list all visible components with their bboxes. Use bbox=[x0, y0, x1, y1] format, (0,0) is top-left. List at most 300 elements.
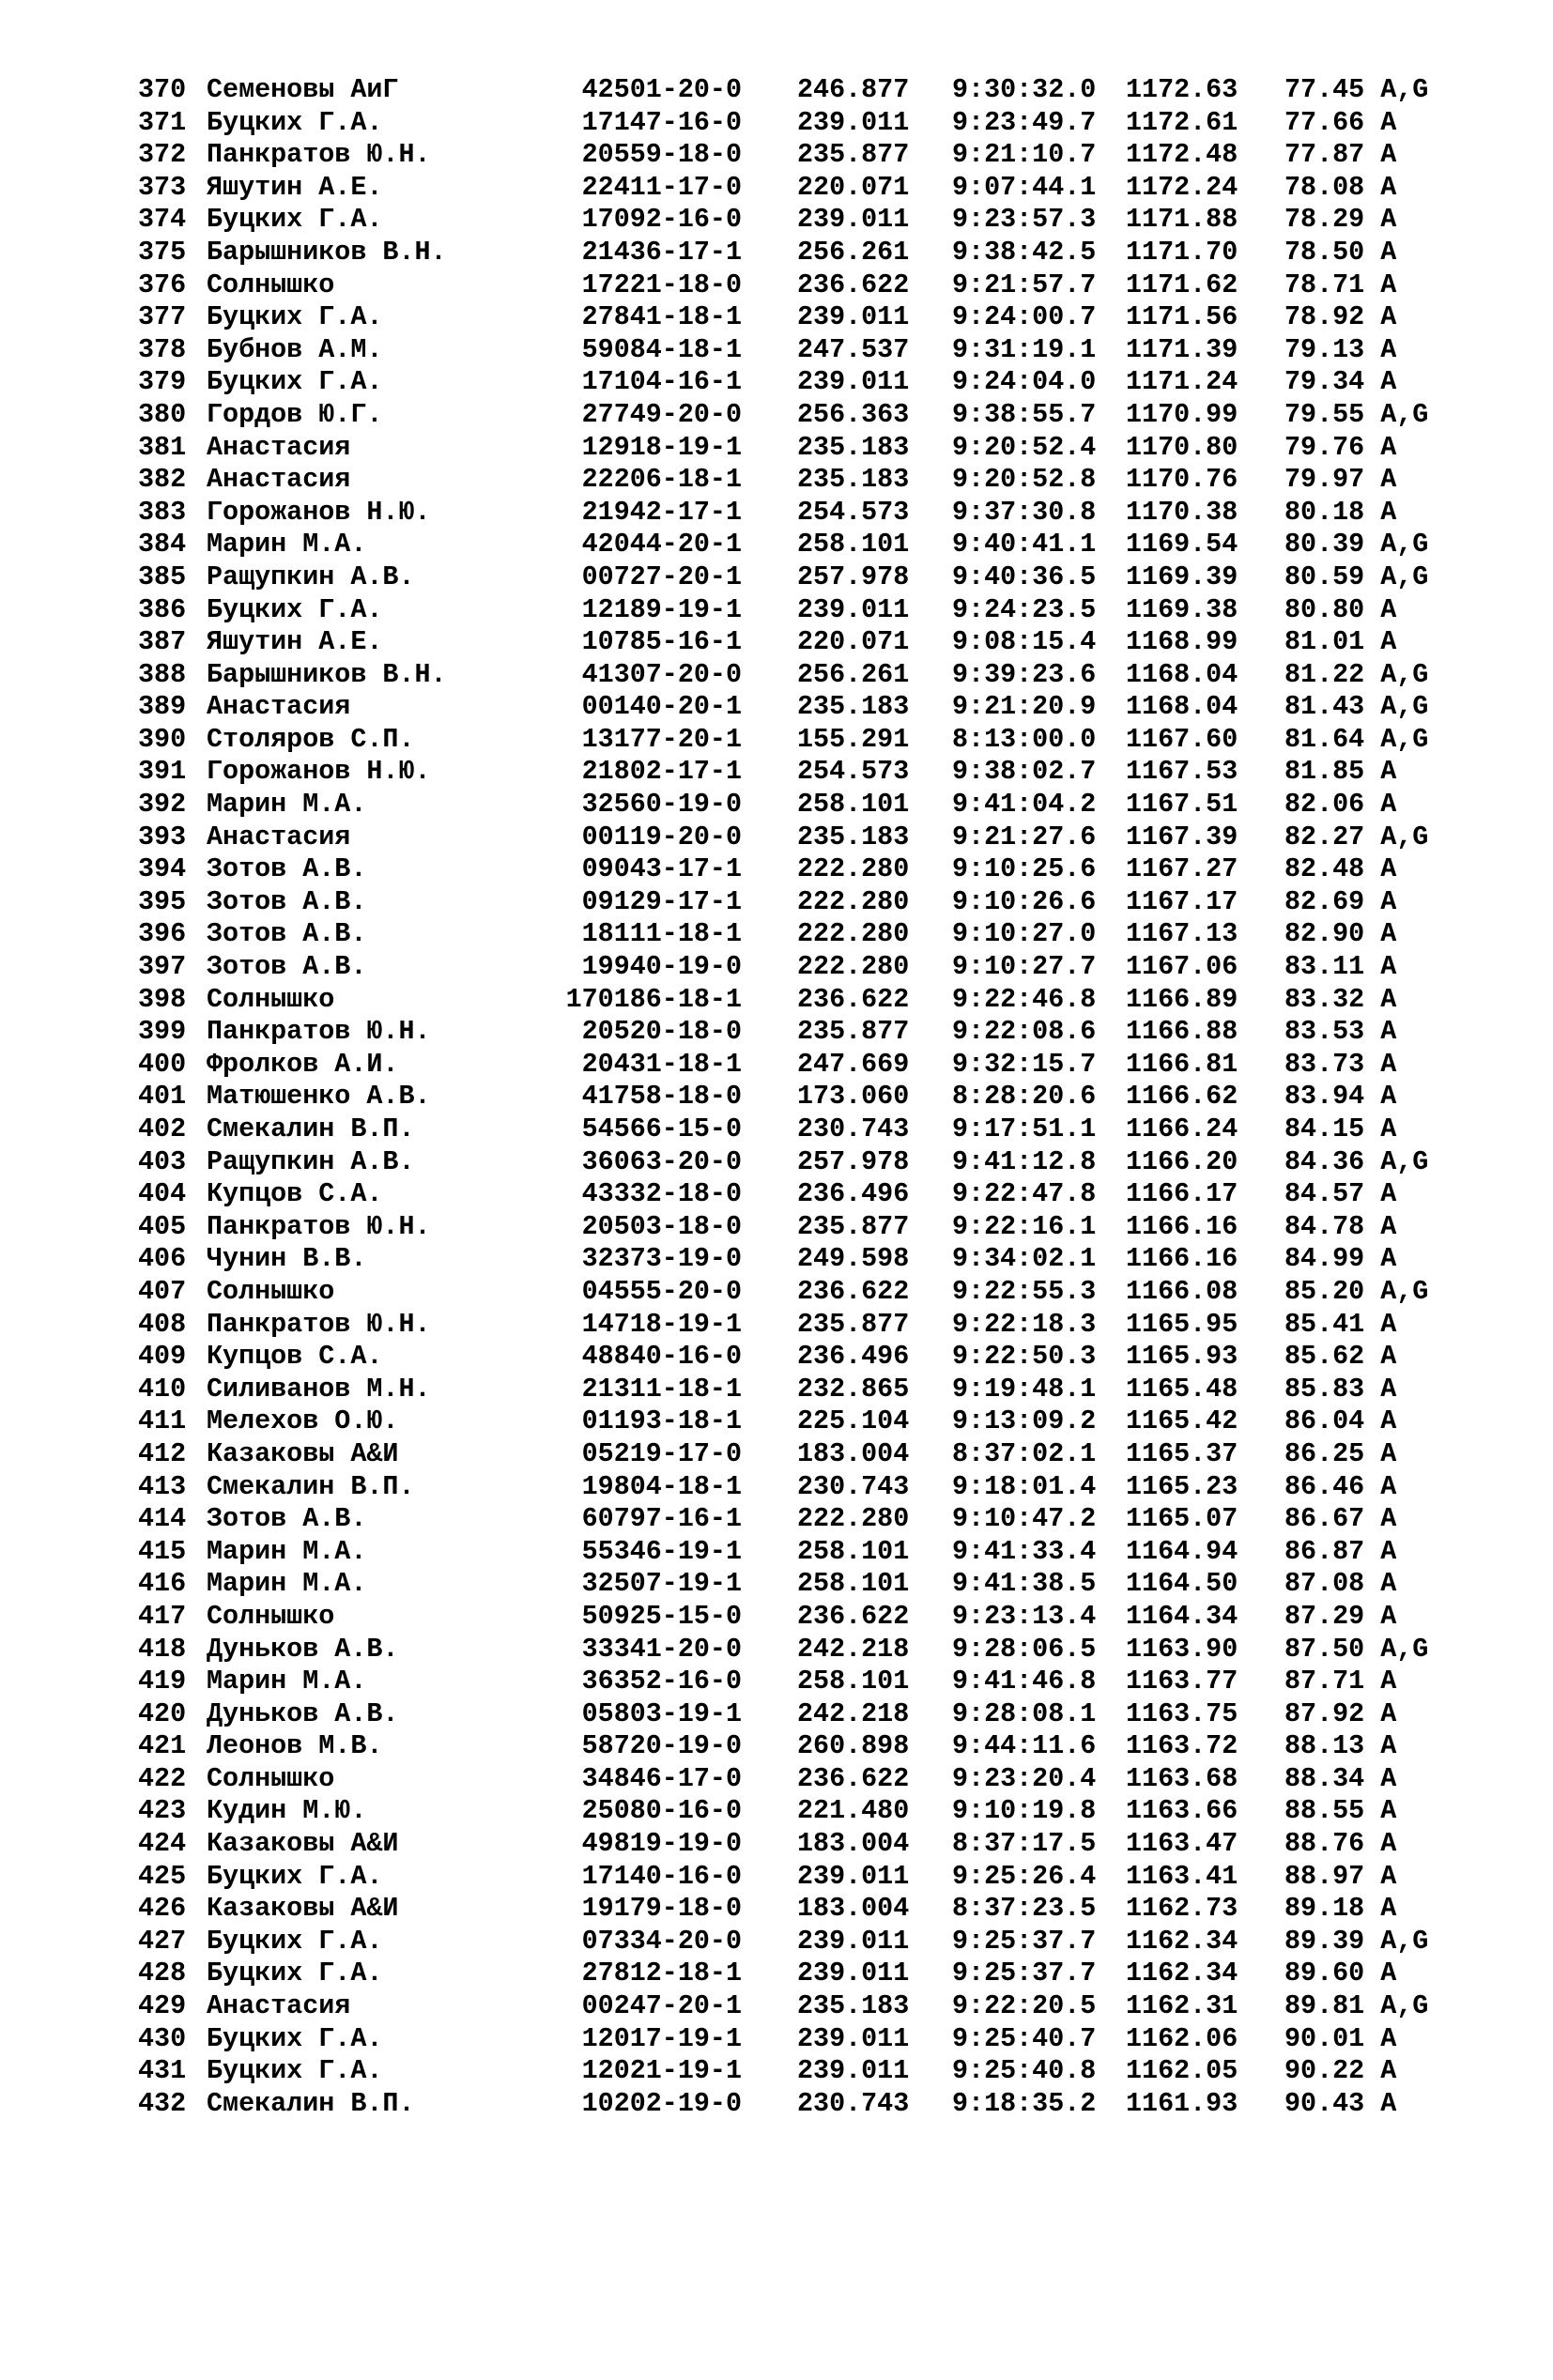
table-row bbox=[0, 1601, 1553, 1634]
fancier-name-cell: Мелехов О.Ю. bbox=[207, 1405, 399, 1437]
speed-cell: 1164.34 bbox=[1126, 1600, 1238, 1632]
place-cell: 372 bbox=[138, 139, 187, 171]
distance-cell: 230.743 bbox=[797, 2087, 910, 2119]
table-row bbox=[0, 1536, 1553, 1569]
distance-cell: 254.573 bbox=[797, 496, 910, 528]
place-cell: 375 bbox=[138, 236, 187, 268]
distance-cell: 242.218 bbox=[797, 1697, 910, 1729]
arrival-time-cell: 8:37:17.5 bbox=[952, 1828, 1097, 1860]
arrival-time-cell: 9:10:47.2 bbox=[952, 1503, 1097, 1535]
score-cell: 84.36 A,G bbox=[1284, 1145, 1429, 1177]
score-cell: 88.55 A bbox=[1284, 1795, 1397, 1827]
arrival-time-cell: 9:21:27.6 bbox=[952, 821, 1097, 852]
speed-cell: 1165.95 bbox=[1126, 1308, 1238, 1340]
place-cell: 409 bbox=[138, 1341, 187, 1373]
distance-cell: 247.669 bbox=[797, 1048, 910, 1080]
arrival-time-cell: 9:24:23.5 bbox=[952, 593, 1097, 625]
ring-number-cell: 32373-19-0 bbox=[581, 1243, 742, 1275]
fancier-name-cell: Смекалин В.П. bbox=[207, 1470, 415, 1502]
distance-cell: 232.865 bbox=[797, 1373, 910, 1405]
score-cell: 79.34 A bbox=[1284, 366, 1397, 398]
fancier-name-cell: Марин М.А. bbox=[207, 1666, 367, 1697]
arrival-time-cell: 9:21:10.7 bbox=[952, 139, 1097, 171]
fancier-name-cell: Буцких Г.А. bbox=[207, 1925, 383, 1957]
fancier-name-cell: Анастасия bbox=[207, 1990, 351, 2022]
score-cell: 78.71 A bbox=[1284, 269, 1397, 300]
distance-cell: 235.877 bbox=[797, 1308, 910, 1340]
arrival-time-cell: 9:44:11.6 bbox=[952, 1730, 1097, 1762]
table-row bbox=[0, 74, 1553, 107]
ring-number-cell: 34846-17-0 bbox=[581, 1762, 742, 1794]
arrival-time-cell: 9:28:06.5 bbox=[952, 1633, 1097, 1665]
place-cell: 381 bbox=[138, 431, 187, 463]
fancier-name-cell: Столяров С.П. bbox=[207, 723, 415, 755]
arrival-time-cell: 9:10:25.6 bbox=[952, 853, 1097, 885]
score-cell: 81.01 A bbox=[1284, 626, 1397, 658]
score-cell: 88.13 A bbox=[1284, 1730, 1397, 1762]
place-cell: 385 bbox=[138, 560, 187, 592]
arrival-time-cell: 9:24:04.0 bbox=[952, 366, 1097, 398]
speed-cell: 1166.17 bbox=[1126, 1178, 1238, 1210]
place-cell: 408 bbox=[138, 1308, 187, 1340]
score-cell: 87.29 A bbox=[1284, 1600, 1397, 1632]
place-cell: 370 bbox=[138, 74, 187, 105]
distance-cell: 239.011 bbox=[797, 204, 910, 236]
distance-cell: 239.011 bbox=[797, 2022, 910, 2054]
arrival-time-cell: 9:18:35.2 bbox=[952, 2087, 1097, 2119]
arrival-time-cell: 9:25:40.8 bbox=[952, 2055, 1097, 2087]
place-cell: 404 bbox=[138, 1178, 187, 1210]
place-cell: 383 bbox=[138, 496, 187, 528]
place-cell: 386 bbox=[138, 593, 187, 625]
ring-number-cell: 10785-16-1 bbox=[581, 626, 742, 658]
distance-cell: 235.183 bbox=[797, 1990, 910, 2022]
speed-cell: 1170.99 bbox=[1126, 398, 1238, 430]
table-row bbox=[0, 1276, 1553, 1309]
table-row bbox=[0, 1438, 1553, 1471]
score-cell: 86.04 A bbox=[1284, 1405, 1397, 1437]
fancier-name-cell: Солнышко bbox=[207, 269, 335, 300]
ring-number-cell: 19179-18-0 bbox=[581, 1893, 742, 1925]
ring-number-cell: 27841-18-1 bbox=[581, 301, 742, 333]
speed-cell: 1165.42 bbox=[1126, 1405, 1238, 1437]
ring-number-cell: 60797-16-1 bbox=[581, 1503, 742, 1535]
fancier-name-cell: Ращупкин А.В. bbox=[207, 1145, 415, 1177]
distance-cell: 236.496 bbox=[797, 1341, 910, 1373]
fancier-name-cell: Зотов А.В. bbox=[207, 1503, 367, 1535]
distance-cell: 257.978 bbox=[797, 560, 910, 592]
table-row bbox=[0, 1568, 1553, 1601]
ring-number-cell: 18111-18-1 bbox=[581, 918, 742, 950]
arrival-time-cell: 9:22:08.6 bbox=[952, 1016, 1097, 1048]
ring-number-cell: 21311-18-1 bbox=[581, 1373, 742, 1405]
table-row bbox=[0, 366, 1553, 399]
fancier-name-cell: Дуньков А.В. bbox=[207, 1633, 399, 1665]
score-cell: 84.15 A bbox=[1284, 1113, 1397, 1144]
speed-cell: 1163.66 bbox=[1126, 1795, 1238, 1827]
distance-cell: 258.101 bbox=[797, 529, 910, 560]
arrival-time-cell: 9:17:51.1 bbox=[952, 1113, 1097, 1144]
place-cell: 373 bbox=[138, 171, 187, 203]
arrival-time-cell: 9:20:52.4 bbox=[952, 431, 1097, 463]
distance-cell: 239.011 bbox=[797, 1925, 910, 1957]
speed-cell: 1163.47 bbox=[1126, 1828, 1238, 1860]
arrival-time-cell: 9:07:44.1 bbox=[952, 171, 1097, 203]
ring-number-cell: 21436-17-1 bbox=[581, 236, 742, 268]
arrival-time-cell: 9:22:46.8 bbox=[952, 983, 1097, 1015]
ring-number-cell: 05219-17-0 bbox=[581, 1437, 742, 1469]
distance-cell: 236.622 bbox=[797, 1275, 910, 1307]
score-cell: 78.92 A bbox=[1284, 301, 1397, 333]
distance-cell: 225.104 bbox=[797, 1405, 910, 1437]
score-cell: 81.43 A,G bbox=[1284, 691, 1429, 723]
ring-number-cell: 59084-18-1 bbox=[581, 333, 742, 365]
table-row bbox=[0, 1211, 1553, 1244]
arrival-time-cell: 9:22:18.3 bbox=[952, 1308, 1097, 1340]
distance-cell: 235.183 bbox=[797, 821, 910, 852]
score-cell: 77.66 A bbox=[1284, 106, 1397, 138]
speed-cell: 1167.13 bbox=[1126, 918, 1238, 950]
arrival-time-cell: 9:21:57.7 bbox=[952, 269, 1097, 300]
distance-cell: 183.004 bbox=[797, 1437, 910, 1469]
speed-cell: 1167.17 bbox=[1126, 885, 1238, 917]
fancier-name-cell: Панкратов Ю.Н. bbox=[207, 1210, 431, 1242]
place-cell: 431 bbox=[138, 2055, 187, 2087]
place-cell: 374 bbox=[138, 204, 187, 236]
place-cell: 428 bbox=[138, 1958, 187, 1989]
table-row bbox=[0, 756, 1553, 789]
table-row bbox=[0, 1374, 1553, 1406]
ring-number-cell: 20431-18-1 bbox=[581, 1048, 742, 1080]
fancier-name-cell: Буцких Г.А. bbox=[207, 1860, 383, 1892]
ring-number-cell: 32560-19-0 bbox=[581, 789, 742, 821]
place-cell: 387 bbox=[138, 626, 187, 658]
score-cell: 79.76 A bbox=[1284, 431, 1397, 463]
table-row bbox=[0, 237, 1553, 269]
table-row bbox=[0, 691, 1553, 724]
fancier-name-cell: Буцких Г.А. bbox=[207, 204, 383, 236]
speed-cell: 1171.70 bbox=[1126, 236, 1238, 268]
score-cell: 79.97 A bbox=[1284, 464, 1397, 496]
speed-cell: 1166.89 bbox=[1126, 983, 1238, 1015]
ring-number-cell: 33341-20-0 bbox=[581, 1633, 742, 1665]
table-row bbox=[0, 1926, 1553, 1958]
fancier-name-cell: Барышников В.Н. bbox=[207, 236, 447, 268]
place-cell: 412 bbox=[138, 1437, 187, 1469]
place-cell: 416 bbox=[138, 1568, 187, 1600]
fancier-name-cell: Панкратов Ю.Н. bbox=[207, 1308, 431, 1340]
ring-number-cell: 04555-20-0 bbox=[581, 1275, 742, 1307]
distance-cell: 235.877 bbox=[797, 1016, 910, 1048]
fancier-name-cell: Казаковы А&И bbox=[207, 1893, 399, 1925]
ring-number-cell: 21942-17-1 bbox=[581, 496, 742, 528]
table-row bbox=[0, 2088, 1553, 2121]
distance-cell: 239.011 bbox=[797, 593, 910, 625]
speed-cell: 1165.48 bbox=[1126, 1373, 1238, 1405]
speed-cell: 1163.75 bbox=[1126, 1697, 1238, 1729]
arrival-time-cell: 9:41:33.4 bbox=[952, 1535, 1097, 1567]
speed-cell: 1167.27 bbox=[1126, 853, 1238, 885]
ring-number-cell: 12021-19-1 bbox=[581, 2055, 742, 2087]
speed-cell: 1167.51 bbox=[1126, 789, 1238, 821]
distance-cell: 222.280 bbox=[797, 1503, 910, 1535]
arrival-time-cell: 9:23:20.4 bbox=[952, 1762, 1097, 1794]
distance-cell: 235.183 bbox=[797, 431, 910, 463]
ring-number-cell: 12918-19-1 bbox=[581, 431, 742, 463]
place-cell: 398 bbox=[138, 983, 187, 1015]
fancier-name-cell: Солнышко bbox=[207, 1600, 335, 1632]
distance-cell: 258.101 bbox=[797, 1568, 910, 1600]
fancier-name-cell: Гордов Ю.Г. bbox=[207, 398, 383, 430]
table-row bbox=[0, 301, 1553, 334]
ring-number-cell: 36352-16-0 bbox=[581, 1666, 742, 1697]
ring-number-cell: 17147-16-0 bbox=[581, 106, 742, 138]
fancier-name-cell: Солнышко bbox=[207, 983, 335, 1015]
fancier-name-cell: Зотов А.В. bbox=[207, 853, 367, 885]
arrival-time-cell: 9:41:46.8 bbox=[952, 1666, 1097, 1697]
arrival-time-cell: 9:25:26.4 bbox=[952, 1860, 1097, 1892]
score-cell: 89.39 A,G bbox=[1284, 1925, 1429, 1957]
arrival-time-cell: 9:19:48.1 bbox=[952, 1373, 1097, 1405]
place-cell: 380 bbox=[138, 398, 187, 430]
place-cell: 393 bbox=[138, 821, 187, 852]
ring-number-cell: 58720-19-0 bbox=[581, 1730, 742, 1762]
distance-cell: 183.004 bbox=[797, 1828, 910, 1860]
distance-cell: 256.363 bbox=[797, 398, 910, 430]
arrival-time-cell: 9:38:42.5 bbox=[952, 236, 1097, 268]
arrival-time-cell: 9:24:00.7 bbox=[952, 301, 1097, 333]
table-row bbox=[0, 1081, 1553, 1113]
speed-cell: 1164.50 bbox=[1126, 1568, 1238, 1600]
table-row bbox=[0, 1763, 1553, 1796]
speed-cell: 1171.24 bbox=[1126, 366, 1238, 398]
fancier-name-cell: Анастасия bbox=[207, 464, 351, 496]
fancier-name-cell: Буцких Г.А. bbox=[207, 106, 383, 138]
speed-cell: 1163.72 bbox=[1126, 1730, 1238, 1762]
place-cell: 429 bbox=[138, 1990, 187, 2022]
score-cell: 85.83 A bbox=[1284, 1373, 1397, 1405]
score-cell: 78.08 A bbox=[1284, 171, 1397, 203]
place-cell: 391 bbox=[138, 756, 187, 788]
distance-cell: 155.291 bbox=[797, 723, 910, 755]
distance-cell: 222.280 bbox=[797, 885, 910, 917]
ring-number-cell: 48840-16-0 bbox=[581, 1341, 742, 1373]
place-cell: 376 bbox=[138, 269, 187, 300]
score-cell: 83.94 A bbox=[1284, 1081, 1397, 1113]
distance-cell: 222.280 bbox=[797, 853, 910, 885]
fancier-name-cell: Смекалин В.П. bbox=[207, 2087, 415, 2119]
speed-cell: 1172.63 bbox=[1126, 74, 1238, 105]
place-cell: 389 bbox=[138, 691, 187, 723]
distance-cell: 220.071 bbox=[797, 171, 910, 203]
fancier-name-cell: Горожанов Н.Ю. bbox=[207, 756, 431, 788]
fancier-name-cell: Казаковы А&И bbox=[207, 1828, 399, 1860]
place-cell: 417 bbox=[138, 1600, 187, 1632]
table-row bbox=[0, 1990, 1553, 2023]
ring-number-cell: 09043-17-1 bbox=[581, 853, 742, 885]
place-cell: 390 bbox=[138, 723, 187, 755]
arrival-time-cell: 9:25:40.7 bbox=[952, 2022, 1097, 2054]
place-cell: 419 bbox=[138, 1666, 187, 1697]
place-cell: 427 bbox=[138, 1925, 187, 1957]
distance-cell: 239.011 bbox=[797, 301, 910, 333]
ring-number-cell: 00140-20-1 bbox=[581, 691, 742, 723]
distance-cell: 256.261 bbox=[797, 236, 910, 268]
place-cell: 382 bbox=[138, 464, 187, 496]
arrival-time-cell: 9:41:38.5 bbox=[952, 1568, 1097, 1600]
score-cell: 78.50 A bbox=[1284, 236, 1397, 268]
speed-cell: 1163.41 bbox=[1126, 1860, 1238, 1892]
place-cell: 423 bbox=[138, 1795, 187, 1827]
place-cell: 401 bbox=[138, 1081, 187, 1113]
place-cell: 430 bbox=[138, 2022, 187, 2054]
score-cell: 85.62 A bbox=[1284, 1341, 1397, 1373]
place-cell: 413 bbox=[138, 1470, 187, 1502]
ring-number-cell: 25080-16-0 bbox=[581, 1795, 742, 1827]
arrival-time-cell: 8:13:00.0 bbox=[952, 723, 1097, 755]
score-cell: 82.06 A bbox=[1284, 789, 1397, 821]
arrival-time-cell: 9:41:04.2 bbox=[952, 789, 1097, 821]
fancier-name-cell: Дуньков А.В. bbox=[207, 1697, 399, 1729]
distance-cell: 256.261 bbox=[797, 658, 910, 690]
ring-number-cell: 05803-19-1 bbox=[581, 1697, 742, 1729]
fancier-name-cell: Яшутин А.Е. bbox=[207, 626, 383, 658]
fancier-name-cell: Буцких Г.А. bbox=[207, 301, 383, 333]
speed-cell: 1172.48 bbox=[1126, 139, 1238, 171]
score-cell: 77.45 A,G bbox=[1284, 74, 1429, 105]
score-cell: 81.85 A bbox=[1284, 756, 1397, 788]
ring-number-cell: 55346-19-1 bbox=[581, 1535, 742, 1567]
table-row bbox=[0, 1666, 1553, 1698]
score-cell: 77.87 A bbox=[1284, 139, 1397, 171]
place-cell: 399 bbox=[138, 1016, 187, 1048]
ring-number-cell: 10202-19-0 bbox=[581, 2087, 742, 2119]
score-cell: 82.90 A bbox=[1284, 918, 1397, 950]
results-table bbox=[0, 74, 1553, 2120]
fancier-name-cell: Панкратов Ю.Н. bbox=[207, 139, 431, 171]
score-cell: 88.97 A bbox=[1284, 1860, 1397, 1892]
speed-cell: 1169.39 bbox=[1126, 560, 1238, 592]
place-cell: 402 bbox=[138, 1113, 187, 1144]
fancier-name-cell: Марин М.А. bbox=[207, 789, 367, 821]
speed-cell: 1171.39 bbox=[1126, 333, 1238, 365]
fancier-name-cell: Горожанов Н.Ю. bbox=[207, 496, 431, 528]
fancier-name-cell: Марин М.А. bbox=[207, 529, 367, 560]
table-row bbox=[0, 1405, 1553, 1438]
ring-number-cell: 12189-19-1 bbox=[581, 593, 742, 625]
distance-cell: 239.011 bbox=[797, 1958, 910, 1989]
speed-cell: 1161.93 bbox=[1126, 2087, 1238, 2119]
ring-number-cell: 20520-18-0 bbox=[581, 1016, 742, 1048]
table-row bbox=[0, 399, 1553, 432]
place-cell: 405 bbox=[138, 1210, 187, 1242]
ring-number-cell: 22411-17-0 bbox=[581, 171, 742, 203]
table-row bbox=[0, 1146, 1553, 1179]
table-row bbox=[0, 204, 1553, 237]
distance-cell: 239.011 bbox=[797, 1860, 910, 1892]
speed-cell: 1165.37 bbox=[1126, 1437, 1238, 1469]
table-row bbox=[0, 107, 1553, 140]
arrival-time-cell: 9:37:30.8 bbox=[952, 496, 1097, 528]
distance-cell: 230.743 bbox=[797, 1470, 910, 1502]
table-row bbox=[0, 139, 1553, 172]
ring-number-cell: 00727-20-1 bbox=[581, 560, 742, 592]
arrival-time-cell: 9:23:49.7 bbox=[952, 106, 1097, 138]
arrival-time-cell: 8:28:20.6 bbox=[952, 1081, 1097, 1113]
table-row bbox=[0, 853, 1553, 886]
arrival-time-cell: 9:25:37.7 bbox=[952, 1958, 1097, 1989]
place-cell: 400 bbox=[138, 1048, 187, 1080]
arrival-time-cell: 9:22:47.8 bbox=[952, 1178, 1097, 1210]
distance-cell: 239.011 bbox=[797, 106, 910, 138]
score-cell: 86.25 A bbox=[1284, 1437, 1397, 1469]
place-cell: 394 bbox=[138, 853, 187, 885]
table-row bbox=[0, 886, 1553, 919]
arrival-time-cell: 9:41:12.8 bbox=[952, 1145, 1097, 1177]
place-cell: 403 bbox=[138, 1145, 187, 1177]
score-cell: 84.78 A bbox=[1284, 1210, 1397, 1242]
score-cell: 80.18 A bbox=[1284, 496, 1397, 528]
ring-number-cell: 170186-18-1 bbox=[565, 983, 742, 1015]
speed-cell: 1167.39 bbox=[1126, 821, 1238, 852]
arrival-time-cell: 9:25:37.7 bbox=[952, 1925, 1097, 1957]
score-cell: 90.43 A bbox=[1284, 2087, 1397, 2119]
speed-cell: 1169.38 bbox=[1126, 593, 1238, 625]
ring-number-cell: 09129-17-1 bbox=[581, 885, 742, 917]
distance-cell: 222.280 bbox=[797, 918, 910, 950]
speed-cell: 1172.61 bbox=[1126, 106, 1238, 138]
place-cell: 411 bbox=[138, 1405, 187, 1437]
score-cell: 89.60 A bbox=[1284, 1958, 1397, 1989]
score-cell: 83.11 A bbox=[1284, 951, 1397, 983]
ring-number-cell: 49819-19-0 bbox=[581, 1828, 742, 1860]
place-cell: 377 bbox=[138, 301, 187, 333]
speed-cell: 1167.06 bbox=[1126, 951, 1238, 983]
fancier-name-cell: Купцов С.А. bbox=[207, 1178, 383, 1210]
table-row bbox=[0, 1309, 1553, 1342]
arrival-time-cell: 9:40:36.5 bbox=[952, 560, 1097, 592]
ring-number-cell: 36063-20-0 bbox=[581, 1145, 742, 1177]
distance-cell: 249.598 bbox=[797, 1243, 910, 1275]
ring-number-cell: 19804-18-1 bbox=[581, 1470, 742, 1502]
speed-cell: 1170.38 bbox=[1126, 496, 1238, 528]
score-cell: 83.73 A bbox=[1284, 1048, 1397, 1080]
speed-cell: 1162.34 bbox=[1126, 1958, 1238, 1989]
score-cell: 80.39 A,G bbox=[1284, 529, 1429, 560]
fancier-name-cell: Буцких Г.А. bbox=[207, 1958, 383, 1989]
distance-cell: 247.537 bbox=[797, 333, 910, 365]
table-row bbox=[0, 1471, 1553, 1504]
speed-cell: 1170.76 bbox=[1126, 464, 1238, 496]
arrival-time-cell: 9:21:20.9 bbox=[952, 691, 1097, 723]
speed-cell: 1163.68 bbox=[1126, 1762, 1238, 1794]
score-cell: 88.34 A bbox=[1284, 1762, 1397, 1794]
score-cell: 82.48 A bbox=[1284, 853, 1397, 885]
fancier-name-cell: Панкратов Ю.Н. bbox=[207, 1016, 431, 1048]
speed-cell: 1168.99 bbox=[1126, 626, 1238, 658]
distance-cell: 222.280 bbox=[797, 951, 910, 983]
distance-cell: 235.877 bbox=[797, 1210, 910, 1242]
fancier-name-cell: Анастасия bbox=[207, 431, 351, 463]
ring-number-cell: 17221-18-0 bbox=[581, 269, 742, 300]
distance-cell: 183.004 bbox=[797, 1893, 910, 1925]
distance-cell: 260.898 bbox=[797, 1730, 910, 1762]
speed-cell: 1169.54 bbox=[1126, 529, 1238, 560]
speed-cell: 1171.56 bbox=[1126, 301, 1238, 333]
score-cell: 87.08 A bbox=[1284, 1568, 1397, 1600]
speed-cell: 1166.81 bbox=[1126, 1048, 1238, 1080]
distance-cell: 236.622 bbox=[797, 1762, 910, 1794]
